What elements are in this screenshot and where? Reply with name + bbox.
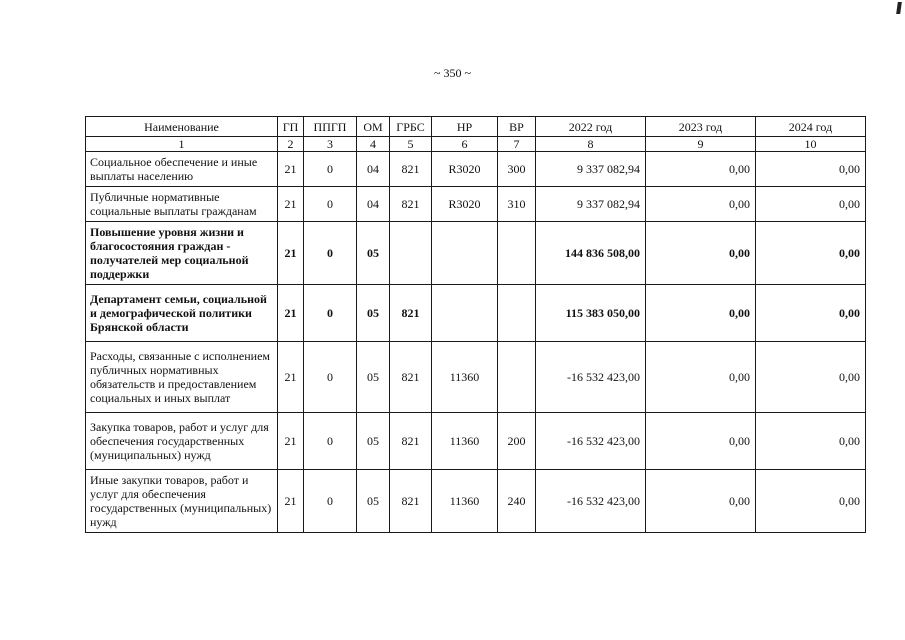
column-number-cell: 2 bbox=[278, 137, 304, 152]
nr-cell: 11360 bbox=[432, 470, 498, 533]
header-cell: ОМ bbox=[357, 117, 390, 137]
amount-2022-cell: -16 532 423,00 bbox=[536, 342, 646, 413]
grbs-cell: 821 bbox=[390, 342, 432, 413]
row-name-cell: Социальное обеспечение и иные выплаты населению bbox=[86, 152, 278, 187]
amount-2024-cell: 0,00 bbox=[756, 222, 866, 285]
amount-2023-cell: 0,00 bbox=[646, 152, 756, 187]
column-number-cell: 9 bbox=[646, 137, 756, 152]
column-number-cell: 5 bbox=[390, 137, 432, 152]
header-cell: 2022 год bbox=[536, 117, 646, 137]
nr-cell: 11360 bbox=[432, 342, 498, 413]
column-number-cell: 4 bbox=[357, 137, 390, 152]
budget-table bbox=[85, 116, 866, 533]
vr-cell: 200 bbox=[498, 413, 536, 470]
table-row bbox=[86, 152, 866, 187]
gp-cell: 21 bbox=[278, 152, 304, 187]
amount-2022-cell: -16 532 423,00 bbox=[536, 470, 646, 533]
row-name-cell: Расходы, связанные с исполнением публичных нормативных обязательств и предоставлением социальных и иных выплат bbox=[86, 342, 278, 413]
vr-cell: 300 bbox=[498, 152, 536, 187]
table-row bbox=[86, 285, 866, 342]
row-name-cell: Публичные нормативные социальные выплаты гражданам bbox=[86, 187, 278, 222]
header-cell: ВР bbox=[498, 117, 536, 137]
amount-2023-cell: 0,00 bbox=[646, 470, 756, 533]
header-row bbox=[86, 117, 866, 137]
row-name-cell: Иные закупки товаров, работ и услуг для обеспечения государственных (муниципальных) нужд bbox=[86, 470, 278, 533]
amount-2024-cell: 0,00 bbox=[756, 413, 866, 470]
om-cell: 04 bbox=[357, 187, 390, 222]
vr-cell bbox=[498, 285, 536, 342]
gp-cell: 21 bbox=[278, 413, 304, 470]
header-cell: 2024 год bbox=[756, 117, 866, 137]
om-cell: 05 bbox=[357, 342, 390, 413]
table-row bbox=[86, 470, 866, 533]
nr-cell bbox=[432, 285, 498, 342]
row-name-cell: Закупка товаров, работ и услуг для обеспечения государственных (муниципальных) нужд bbox=[86, 413, 278, 470]
amount-2024-cell: 0,00 bbox=[756, 152, 866, 187]
vr-cell bbox=[498, 222, 536, 285]
header-cell: Наименование bbox=[86, 117, 278, 137]
om-cell: 05 bbox=[357, 285, 390, 342]
ppgp-cell: 0 bbox=[304, 187, 357, 222]
grbs-cell: 821 bbox=[390, 152, 432, 187]
vr-cell: 310 bbox=[498, 187, 536, 222]
gp-cell: 21 bbox=[278, 187, 304, 222]
header-cell: ГРБС bbox=[390, 117, 432, 137]
row-name-cell: Повышение уровня жизни и благосостояния граждан - получателей мер социальной поддержки bbox=[86, 222, 278, 285]
grbs-cell: 821 bbox=[390, 470, 432, 533]
grbs-cell: 821 bbox=[390, 285, 432, 342]
grbs-cell: 821 bbox=[390, 187, 432, 222]
amount-2023-cell: 0,00 bbox=[646, 285, 756, 342]
amount-2022-cell: 9 337 082,94 bbox=[536, 187, 646, 222]
table-row bbox=[86, 222, 866, 285]
amount-2023-cell: 0,00 bbox=[646, 342, 756, 413]
table-row bbox=[86, 187, 866, 222]
ppgp-cell: 0 bbox=[304, 470, 357, 533]
gp-cell: 21 bbox=[278, 285, 304, 342]
nr-cell: R3020 bbox=[432, 187, 498, 222]
column-number-cell: 6 bbox=[432, 137, 498, 152]
vr-cell bbox=[498, 342, 536, 413]
amount-2022-cell: 9 337 082,94 bbox=[536, 152, 646, 187]
column-number-cell: 7 bbox=[498, 137, 536, 152]
table-row bbox=[86, 413, 866, 470]
column-number-cell: 10 bbox=[756, 137, 866, 152]
vr-cell: 240 bbox=[498, 470, 536, 533]
amount-2022-cell: -16 532 423,00 bbox=[536, 413, 646, 470]
om-cell: 04 bbox=[357, 152, 390, 187]
gp-cell: 21 bbox=[278, 342, 304, 413]
ppgp-cell: 0 bbox=[304, 152, 357, 187]
column-number-cell: 1 bbox=[86, 137, 278, 152]
ppgp-cell: 0 bbox=[304, 222, 357, 285]
om-cell: 05 bbox=[357, 470, 390, 533]
amount-2022-cell: 144 836 508,00 bbox=[536, 222, 646, 285]
amount-2023-cell: 0,00 bbox=[646, 187, 756, 222]
ppgp-cell: 0 bbox=[304, 413, 357, 470]
header-cell: ППГП bbox=[304, 117, 357, 137]
header-cell: НР bbox=[432, 117, 498, 137]
header-cell: ГП bbox=[278, 117, 304, 137]
amount-2024-cell: 0,00 bbox=[756, 187, 866, 222]
gp-cell: 21 bbox=[278, 470, 304, 533]
ppgp-cell: 0 bbox=[304, 342, 357, 413]
amount-2023-cell: 0,00 bbox=[646, 222, 756, 285]
amount-2024-cell: 0,00 bbox=[756, 285, 866, 342]
scan-corner-mark bbox=[896, 2, 902, 14]
om-cell: 05 bbox=[357, 413, 390, 470]
amount-2022-cell: 115 383 050,00 bbox=[536, 285, 646, 342]
grbs-cell: 821 bbox=[390, 413, 432, 470]
amount-2024-cell: 0,00 bbox=[756, 342, 866, 413]
gp-cell: 21 bbox=[278, 222, 304, 285]
grbs-cell bbox=[390, 222, 432, 285]
ppgp-cell: 0 bbox=[304, 285, 357, 342]
column-number-cell: 8 bbox=[536, 137, 646, 152]
amount-2023-cell: 0,00 bbox=[646, 413, 756, 470]
nr-cell: R3020 bbox=[432, 152, 498, 187]
amount-2024-cell: 0,00 bbox=[756, 470, 866, 533]
page-number: ~ 350 ~ bbox=[434, 66, 471, 80]
table-row bbox=[86, 342, 866, 413]
row-name-cell: Департамент семьи, социальной и демографической политики Брянской области bbox=[86, 285, 278, 342]
header-cell: 2023 год bbox=[646, 117, 756, 137]
nr-cell: 11360 bbox=[432, 413, 498, 470]
column-number-cell: 3 bbox=[304, 137, 357, 152]
nr-cell bbox=[432, 222, 498, 285]
column-number-row bbox=[86, 137, 866, 152]
om-cell: 05 bbox=[357, 222, 390, 285]
